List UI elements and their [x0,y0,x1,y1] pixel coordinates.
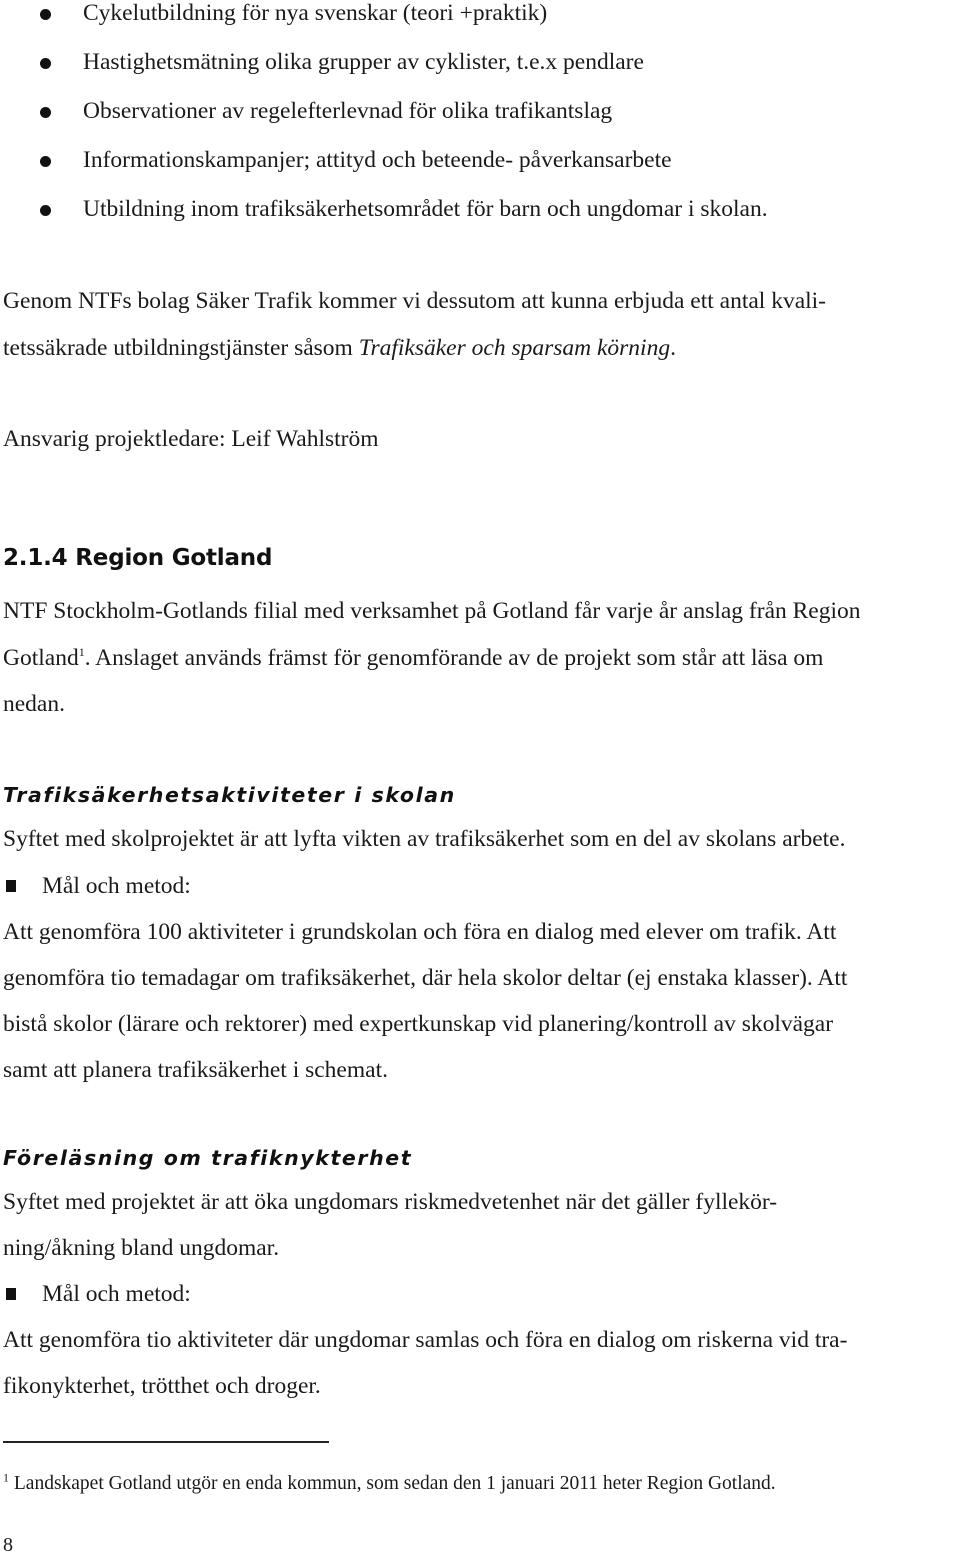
page-number: 8 [3,1534,13,1556]
footnote-marker: 1 [3,1470,9,1485]
footnote-reference: 1 [78,645,85,660]
forelasning-method-line-1: Att genomföra tio aktiviteter där ungdomar samlas och föra en dialog om riskerna vid tra- [3,1327,848,1353]
skolan-method-line-3: bistå skolor (lärare och rektorer) med expertkunskap vid planering/kontroll av skolvägar [3,1011,834,1037]
square-bullet-icon [6,1288,16,1300]
bullet-dot [40,107,51,118]
skolan-purpose: Syftet med skolprojektet är att lyfta vikten av trafiksäkerhet som en del av skolans arbete. [3,826,846,852]
forelasning-method-label: Mål och metod: [42,1281,191,1307]
skolan-heading: Trafiksäkerhetsaktiviteter i skolan [3,783,456,807]
service-name: Trafiksäker och sparsam körning [358,335,671,361]
gotland-paragraph-line-3: nedan. [3,691,65,717]
bullet-dot [40,9,51,20]
section-heading: 2.1.4 Region Gotland [3,545,273,571]
bullet-dot [40,156,51,167]
square-bullet-icon [6,880,16,892]
document-page: Cykelutbildning för nya svenskar (teori +praktik) Hastighetsmätning olika grupper av cyklister, t.e.x pendlare Observationer av regelefterlevnad för olika trafikantslag Informationskampanjer; attityd och beteende- påverkansarbete Utbildning inom trafiksäkerhetsområdet för barn och ungdomar i skolan. Genom NTFs bolag Säker Trafik kommer vi dessutom att kunna erbjuda ett antal kvali- tetssäkrade utbildningstjänster såsom Trafiksäker och sparsam körning. Ansvarig projektledare: Leif Wahlström 2.1.4 Region Gotland NTF Stockholm-Gotlands filial med verksamhet på Gotland får varje år anslag från Region Gotland$^1$. Anslaget används främst för genomförande av de projekt som står att läsa om nedan. Trafiksäkerhetsaktiviteter i skolan Syftet med skolprojektet är att lyfta vikten av trafiksäkerhet som en del av skolans arbete. Mål och metod: Att genomföra 100 aktiviteter i grundskolan och föra en dialog med elever om trafik. Att genomföra tio temadagar om trafiksäkerhet, där hela skolor deltar (ej enstaka klasser). Att bistå skolor (lärare och rektorer) med expertkunskap vid planering/kontroll av skolvägar samt att planera trafiksäkerhet i schemat. Föreläsning om trafiknykterhet Syftet med projektet är att öka ungdomars riskmedvetenhet när det gäller fyllekör- ning/åkning bland ungdomar. Mål och metod: Att genomföra tio aktiviteter där ungdomar samlas och föra en dialog om riskerna vid tra- fikonykterhet, trötthet och droger. $^1$ Landskapet Gotland utgör en enda kommun, som sedan den 1 januari 2011 heter Region Gotland. 8 [3,0,861,1556]
bullet-dot [40,205,51,216]
forelasning-method-line-2: fikonykterhet, trötthet och droger. [3,1373,321,1399]
skolan-method-line-1: Att genomföra 100 aktiviteter i grundskolan och föra en dialog med elever om trafik. Att [3,919,837,945]
ntf-paragraph-line-2: tetssäkrade utbildningstjänster såsom Trafiksäker och sparsam körning. [3,335,676,361]
footnote: $^1$ Landskapet Gotland utgör en enda kommun, som sedan den 1 januari 2011 heter Region Gotland. [3,1470,776,1494]
forelasning-purpose-line-2: ning/åkning bland ungdomar. [3,1235,280,1261]
bullet-dot [40,58,51,69]
gotland-paragraph-line-1: NTF Stockholm-Gotlands filial med verksamhet på Gotland får varje år anslag från Region [3,598,861,624]
footnote-divider [3,1441,329,1443]
skolan-method-line-4: samt att planera trafiksäkerhet i schemat. [3,1057,388,1083]
project-lead: Ansvarig projektledare: Leif Wahlström [3,426,379,452]
forelasning-heading: Föreläsning om trafiknykterhet [3,1146,413,1170]
skolan-method-label: Mål och metod: [42,873,191,899]
forelasning-purpose-line-1: Syftet med projektet är att öka ungdomars riskmedvetenhet när det gäller fyllekör- [3,1189,778,1215]
ntf-paragraph-line-1: Genom NTFs bolag Säker Trafik kommer vi dessutom att kunna erbjuda ett antal kvali- [3,288,827,314]
gotland-paragraph-line-2: Gotland$^1$. Anslaget används främst för genomförande av de projekt som står att läsa om [3,645,824,671]
skolan-method-line-2: genomföra tio temadagar om trafiksäkerhet, där hela skolor deltar (ej enstaka klasser). Att [3,965,848,991]
